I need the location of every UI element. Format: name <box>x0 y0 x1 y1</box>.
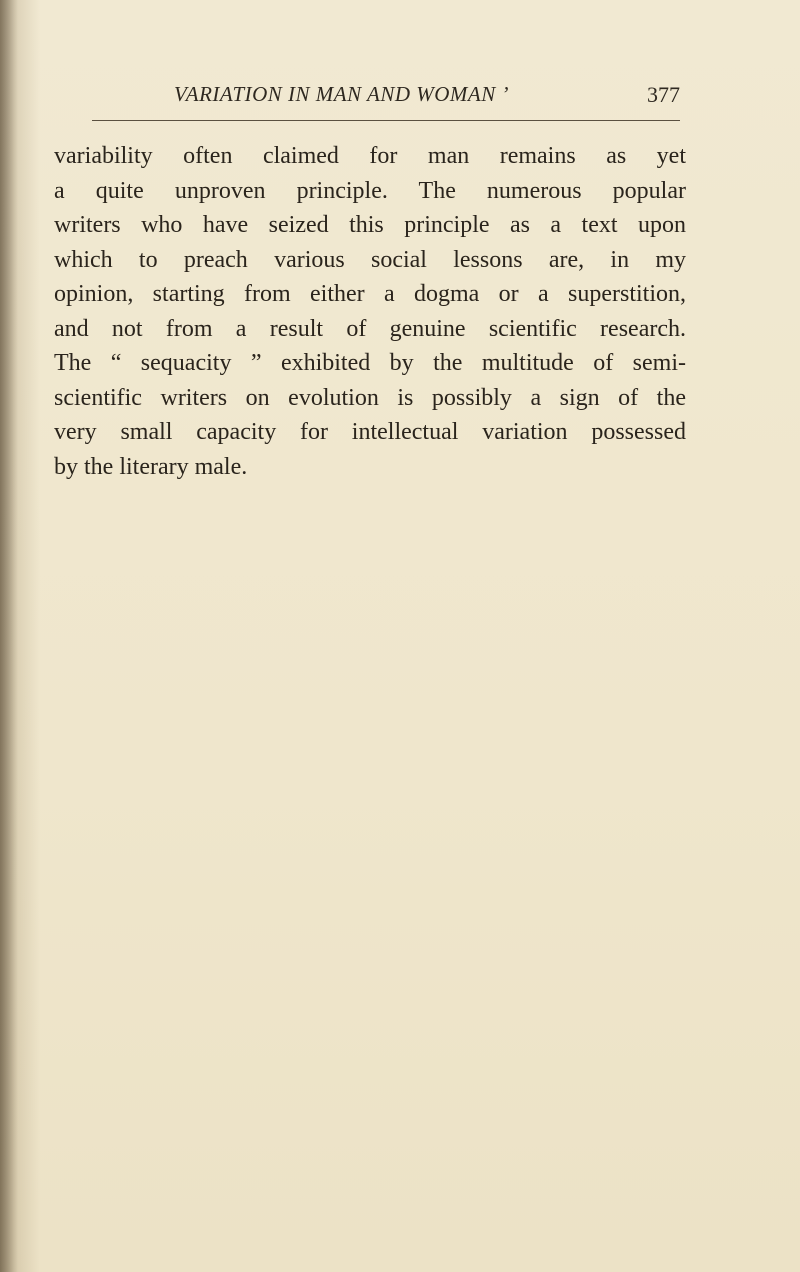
running-head <box>62 76 680 112</box>
text-line: writers who have seized this principle as a text upon <box>54 212 686 238</box>
text-line: very small capacity for intellectual variation possessed <box>54 419 686 445</box>
text-line: a quite unproven principle. The numerous popular <box>54 177 686 204</box>
running-title: VARIATION IN MAN AND WOMAN ʼ <box>174 82 509 106</box>
text-line: variability often claimed for man remains as yet <box>54 143 686 169</box>
text-line: by the literary male. <box>54 453 248 480</box>
text-line: opinion, starting from either a dogma or a superstition, <box>54 281 686 307</box>
header-rule <box>92 120 680 121</box>
text-line: The “ sequacity ” exhibited by the multitude of semi- <box>54 350 686 376</box>
text-line: scientific writers on evolution is possibly a sign of the <box>54 384 686 411</box>
text-line: and not from a result of genuine scientific research. <box>54 315 686 342</box>
page-number: 377 <box>647 82 680 107</box>
body-paragraph <box>54 139 686 484</box>
binding-shadow <box>0 0 18 1272</box>
text-line: which to preach various social lessons are, in my <box>54 246 686 273</box>
